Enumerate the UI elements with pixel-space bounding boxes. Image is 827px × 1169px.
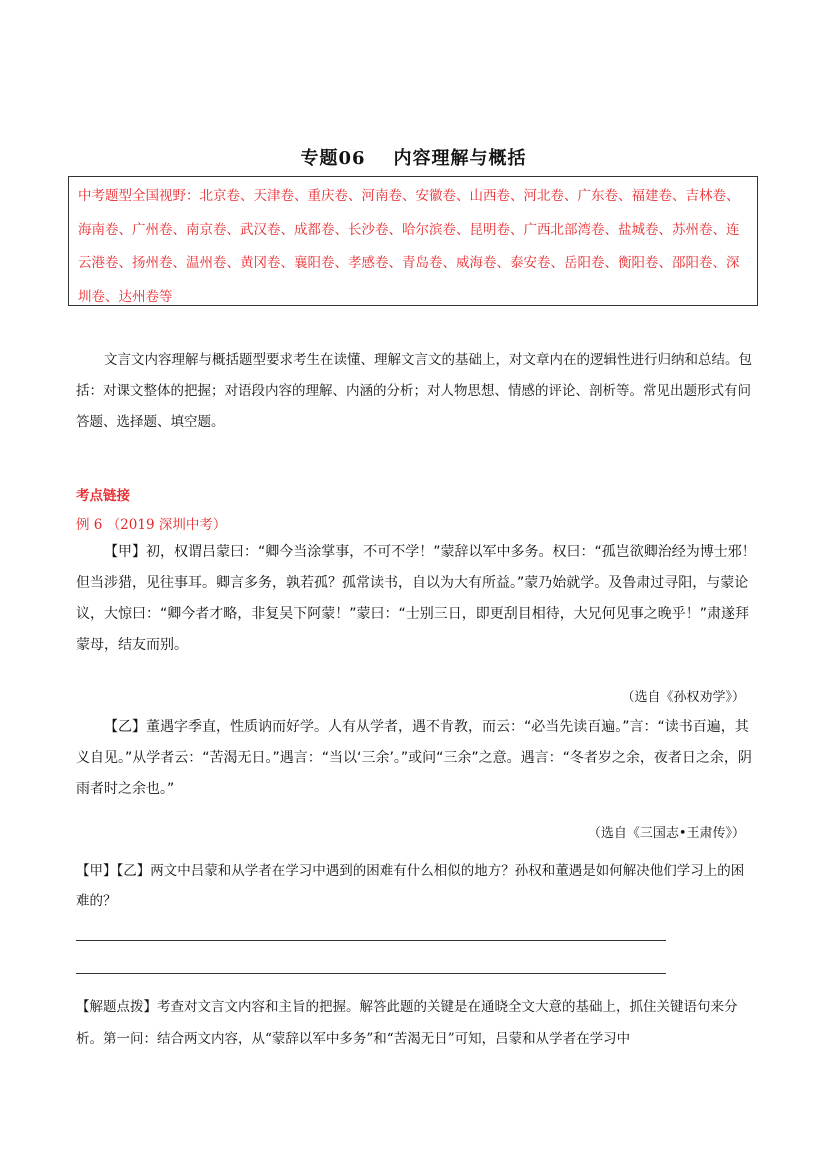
intro-text: 文言文内容理解与概括题型要求考生在读懂、理解文言文的基础上，对文章内在的逻辑性进行归纳和总结。包括：对课文整体的把握；对语段内容的理解、内涵的分析；对人物思想、情感的评论、剖析等。常见出题形式有问答题、选择题、填空题。 xyxy=(76,352,752,430)
intro-paragraph xyxy=(76,345,756,438)
passage-jia-source: （选自《孙权劝学》） xyxy=(621,690,745,705)
passage-jia xyxy=(76,537,756,661)
passage-yi-source: （选自《三国志•王肃传》） xyxy=(587,826,745,841)
question: 【甲】【乙】两文中吕蒙和从学者在学习中遇到的困难有什么相似的地方？孙权和董遇是如何解决他们学习上的困难的？ xyxy=(76,863,745,909)
answer-line[interactable] xyxy=(76,940,666,941)
exam-scope-box xyxy=(68,176,758,306)
passage-yi-lead: 【乙】 xyxy=(104,719,146,735)
passage-jia-lead: 【甲】 xyxy=(104,544,146,560)
example-label-row xyxy=(76,513,226,533)
passage-jia-text: 初，权谓吕蒙曰：“卿今当涂掌事，不可不学！”蒙辞以军中多务。权曰：“孤岂欲卿治经为博士邪！但当涉猎，见往事耳。卿言多务，孰若孤？孤常读书，自以为大有所益。”蒙乃始就学。及鲁肃过寻阳，与蒙论议，大惊曰：“卿今者才略，非复吴下阿蒙！”蒙曰：“士别三日，即更刮目相待，大兄何见事之晚乎！”肃遂拜蒙母，结友而别。 xyxy=(76,544,756,653)
topic-name: 内容理解与概括 xyxy=(393,148,527,169)
passage-yi-text: 董遇字季直，性质讷而好学。人有从学者，遇不肯教，而云：“必当先读百遍。”言：“读书百遍，其义自见。”从学者云：“苦渴无日。”遇言：“当以‘三余’。”或问“三余”之意。遇言：“冬者岁之余，夜者日之余，阴雨者时之余也。” xyxy=(76,719,752,797)
topic-number: 专题06 xyxy=(300,148,366,169)
answer-line[interactable] xyxy=(76,973,666,974)
passage-yi xyxy=(76,712,756,805)
exam-scope-text: 中考题型全国视野：北京卷、天津卷、重庆卷、河南卷、安徽卷、山西卷、河北卷、广东卷、福建卷、吉林卷、海南卷、广州卷、南京卷、武汉卷、成都卷、长沙卷、哈尔滨卷、昆明卷、广西北部湾卷、盐城卷、苏州卷、连云港卷、扬州卷、温州卷、黄冈卷、襄阳卷、孝感卷、青岛卷、威海卷、泰安卷、岳阳卷、衡阳卷、邵阳卷、深圳卷、达州卷等 xyxy=(78,188,740,305)
page-title xyxy=(0,144,827,170)
analysis-paragraph: 【解题点拨】考查对文言文内容和主旨的把握。解答此题的关键是在通晓全文大意的基础上，抓住关键语句来分析。第一问：结合两文内容，从“蒙辞以军中多务”和“苦渴无日”可知，吕蒙和从学者在学习中 xyxy=(76,999,738,1047)
section-heading: 考点链接 xyxy=(76,488,130,504)
example-label: 例 6 xyxy=(76,517,103,533)
example-source: （2019 深圳中考） xyxy=(106,517,227,533)
